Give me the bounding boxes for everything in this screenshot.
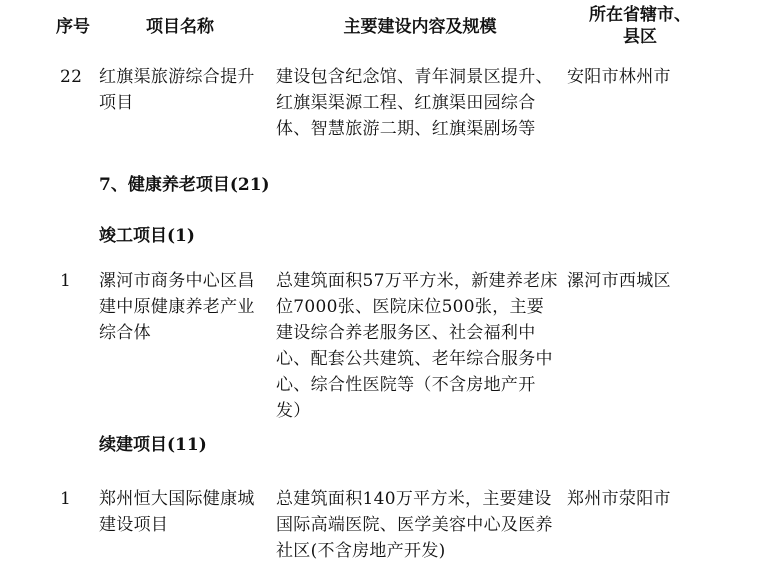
header-project-name: 项目名称 xyxy=(146,17,214,37)
row-location: 郑州市荥阳市 xyxy=(567,489,671,509)
row-project-name: 红旗渠旅游综合提升项目 xyxy=(99,67,255,113)
section-heading-completed: 竣工项目(1) xyxy=(99,226,195,246)
row-seq: 1 xyxy=(60,489,72,509)
row-main-content: 总建筑面积140万平方米，主要建设国际高端医院、医学美容中心及医养社区(不含房地产开发) xyxy=(276,489,553,561)
row-main-content: 建设包含纪念馆、青年洞景区提升、红旗渠渠源工程、红旗渠田园综合体、智慧旅游二期、红旗渠剧场等 xyxy=(276,67,553,139)
header-main-content: 主要建设内容及规模 xyxy=(343,17,497,37)
row-location: 漯河市西城区 xyxy=(567,271,671,291)
row-seq: 22 xyxy=(60,67,83,87)
row-main-content: 总建筑面积57万平方米，新建养老床位7000张、医院床位500张，主要建设综合养老服务区、社会福利中心、配套公共建筑、老年综合服务中心、综合性医院等（不含房地产开发） xyxy=(276,271,558,421)
header-seq: 序号 xyxy=(56,17,90,37)
row-location: 安阳市林州市 xyxy=(567,67,671,87)
row-project-name: 郑州恒大国际健康城建设项目 xyxy=(99,489,255,535)
header-location-line2: 县区 xyxy=(623,27,657,47)
section-heading-continued: 续建项目(11) xyxy=(99,435,207,455)
row-seq: 1 xyxy=(60,271,72,291)
header-location xyxy=(575,4,705,48)
header-location-line1: 所在省辖市、 xyxy=(589,5,691,25)
section-heading-health: 7、健康养老项目(21) xyxy=(99,175,270,195)
row-project-name: 漯河市商务中心区昌建中原健康养老产业综合体 xyxy=(99,271,255,343)
